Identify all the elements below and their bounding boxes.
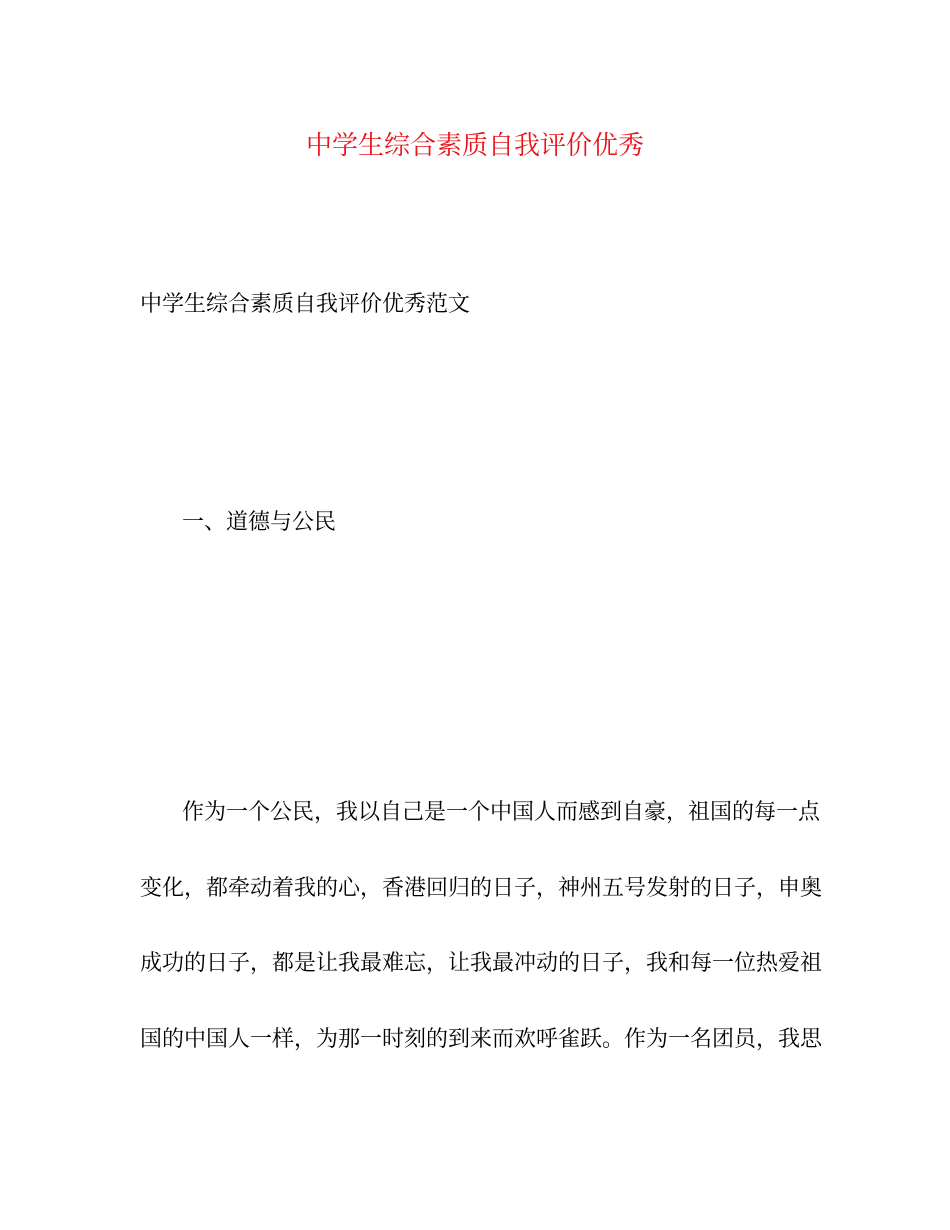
paragraph-line: 变化，都牵动着我的心，香港回归的日子，神州五号发射的日子，申奥 (140, 876, 823, 901)
paragraph-line: 国的中国人一样，为那一时刻的到来而欢呼雀跃。作为一名团员，我思 (140, 1027, 823, 1052)
paragraph-line: 成功的日子，都是让我最难忘，让我最冲动的日子，我和每一位热爱祖 (140, 951, 823, 976)
document-title: 中学生综合素质自我评价优秀 (305, 131, 644, 161)
paragraph-line: 作为一个公民，我以自己是一个中国人而感到自豪，祖国的每一点 (182, 800, 821, 825)
section-heading: 一、道德与公民 (182, 510, 337, 535)
document-subtitle: 中学生综合素质自我评价优秀范文 (140, 292, 471, 317)
